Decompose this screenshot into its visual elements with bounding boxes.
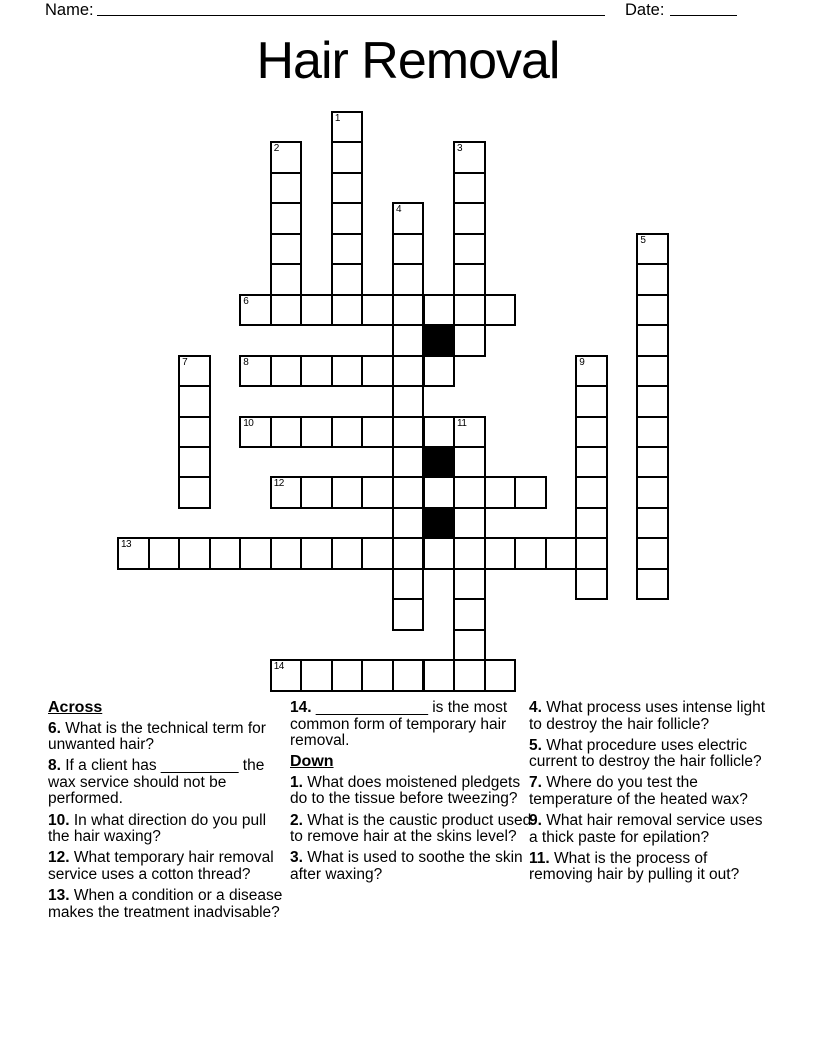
answer-cell[interactable] xyxy=(361,537,394,570)
answer-cell[interactable] xyxy=(575,537,608,570)
answer-cell[interactable] xyxy=(331,141,364,174)
answer-cell[interactable] xyxy=(361,294,394,327)
answer-cell[interactable] xyxy=(575,476,608,509)
page-title: Hair Removal xyxy=(256,32,560,90)
answer-cell[interactable] xyxy=(392,233,425,266)
answer-cell[interactable] xyxy=(636,537,669,570)
answer-cell[interactable] xyxy=(453,446,486,479)
answer-cell[interactable] xyxy=(453,324,486,357)
answer-cell[interactable] xyxy=(178,416,211,449)
answer-cell[interactable] xyxy=(636,385,669,418)
clue-number: 9. xyxy=(529,812,542,830)
answer-cell[interactable] xyxy=(575,568,608,601)
answer-cell[interactable] xyxy=(423,659,456,692)
answer-cell[interactable] xyxy=(331,233,364,266)
clue-item-6: 6. What is the technical term for unwanted hair? xyxy=(48,719,266,754)
clue-column-3 xyxy=(529,700,774,888)
answer-cell[interactable] xyxy=(178,476,211,509)
answer-cell[interactable] xyxy=(331,659,364,692)
answer-cell[interactable] xyxy=(484,294,517,327)
answer-cell[interactable] xyxy=(636,263,669,296)
answer-cell[interactable] xyxy=(239,355,272,388)
answer-cell[interactable] xyxy=(270,416,303,449)
answer-cell[interactable] xyxy=(636,416,669,449)
answer-cell[interactable] xyxy=(453,172,486,205)
answer-cell[interactable] xyxy=(178,446,211,479)
clue-item-4: 4. What process uses intense light to destroy the hair follicle? xyxy=(529,699,766,733)
clue-item-11: 11. What is the process of removing hair by pulling it out? xyxy=(529,849,740,884)
clue-number: 2. xyxy=(290,811,303,829)
answer-cell[interactable] xyxy=(117,537,150,570)
answer-cell[interactable] xyxy=(392,416,425,449)
answer-cell[interactable] xyxy=(300,659,333,692)
grid-clue-number: 1 xyxy=(334,113,340,124)
answer-cell[interactable] xyxy=(392,507,425,540)
answer-cell[interactable] xyxy=(575,416,608,449)
grid-clue-number: 3 xyxy=(457,143,463,155)
answer-cell[interactable] xyxy=(514,537,547,570)
answer-cell[interactable] xyxy=(361,659,394,692)
clue-item-1: 1. What does moistened pledgets do to the tissue before tweezing? xyxy=(290,773,521,808)
answer-cell[interactable] xyxy=(331,111,364,144)
answer-cell[interactable] xyxy=(331,476,364,509)
clue-number: 13. xyxy=(48,886,70,904)
answer-cell[interactable] xyxy=(361,355,394,388)
answer-cell[interactable] xyxy=(636,355,669,388)
grid-clue-number: 11 xyxy=(457,417,467,429)
answer-cell[interactable] xyxy=(270,659,303,692)
blocked-cell xyxy=(423,446,456,479)
answer-cell[interactable] xyxy=(331,355,364,388)
answer-cell[interactable] xyxy=(453,537,486,570)
clue-item-7: 7. Where do you test the temperature of the heated wax? xyxy=(529,774,748,808)
clue-item-5: 5. What procedure uses electric current to destroy the hair follicle? xyxy=(529,736,762,771)
grid-clue-number: 14 xyxy=(273,661,284,673)
answer-cell[interactable] xyxy=(392,446,425,479)
grid-clue-number: 10 xyxy=(243,417,254,429)
answer-cell[interactable] xyxy=(575,355,608,388)
blocked-cell xyxy=(423,324,456,357)
answer-cell[interactable] xyxy=(392,537,425,570)
answer-cell[interactable] xyxy=(178,355,211,388)
answer-cell[interactable] xyxy=(300,294,333,327)
clue-item-2: 2. What is the caustic product used to remove hair at the skins level? xyxy=(290,811,532,846)
clue-number: 8. xyxy=(48,757,61,775)
clue-column-1 xyxy=(48,700,285,926)
clue-number: 14. xyxy=(290,699,312,716)
answer-cell[interactable] xyxy=(270,355,303,388)
answer-cell[interactable] xyxy=(453,202,486,235)
answer-cell[interactable] xyxy=(453,507,486,540)
answer-cell[interactable] xyxy=(270,141,303,174)
answer-cell[interactable] xyxy=(148,537,181,570)
answer-cell[interactable] xyxy=(300,355,333,388)
answer-cell[interactable] xyxy=(453,598,486,631)
blocked-cell xyxy=(423,507,456,540)
clue-heading-across: Across xyxy=(48,699,103,716)
answer-cell[interactable] xyxy=(392,598,425,631)
clue-item-3: 3. What is used to soothe the skin after waxing? xyxy=(290,849,523,883)
clue-column-2 xyxy=(290,700,534,888)
clue-number: 7. xyxy=(529,774,542,792)
answer-cell[interactable] xyxy=(392,355,425,388)
answer-cell[interactable] xyxy=(331,294,364,327)
answer-cell[interactable] xyxy=(453,294,486,327)
answer-cell[interactable] xyxy=(331,416,364,449)
clue-number: 11. xyxy=(529,849,550,867)
answer-cell[interactable] xyxy=(178,385,211,418)
answer-cell[interactable] xyxy=(514,476,547,509)
answer-cell[interactable] xyxy=(453,659,486,692)
answer-cell[interactable] xyxy=(300,537,333,570)
answer-cell[interactable] xyxy=(545,537,578,570)
answer-cell[interactable] xyxy=(239,294,272,327)
answer-cell[interactable] xyxy=(270,294,303,327)
clue-number: 12. xyxy=(48,849,70,867)
answer-cell[interactable] xyxy=(636,568,669,601)
answer-cell[interactable] xyxy=(270,537,303,570)
answer-cell[interactable] xyxy=(484,537,517,570)
answer-cell[interactable] xyxy=(392,659,425,692)
answer-cell[interactable] xyxy=(331,202,364,235)
answer-cell[interactable] xyxy=(423,355,456,388)
answer-cell[interactable] xyxy=(484,659,517,692)
clue-item-13: 13. When a condition or a disease makes the treatment inadvisable? xyxy=(48,886,283,921)
answer-cell[interactable] xyxy=(270,172,303,205)
answer-cell[interactable] xyxy=(392,324,425,357)
clue-item-9: 9. What hair removal service uses a thick paste for epilation? xyxy=(529,812,763,846)
answer-cell[interactable] xyxy=(423,537,456,570)
crossword-grid xyxy=(117,111,669,692)
answer-cell[interactable] xyxy=(575,507,608,540)
date-input-line[interactable] xyxy=(670,7,737,16)
answer-cell[interactable] xyxy=(636,446,669,479)
answer-cell[interactable] xyxy=(270,202,303,235)
answer-cell[interactable] xyxy=(239,416,272,449)
answer-cell[interactable] xyxy=(453,263,486,296)
answer-cell[interactable] xyxy=(636,233,669,266)
answer-cell[interactable] xyxy=(453,141,486,174)
answer-cell[interactable] xyxy=(636,324,669,357)
answer-cell[interactable] xyxy=(270,476,303,509)
answer-cell[interactable] xyxy=(331,263,364,296)
clue-heading-down: Down xyxy=(290,753,334,771)
clue-number: 5. xyxy=(529,736,542,754)
grid-clue-number: 4 xyxy=(395,204,401,216)
clue-number: 6. xyxy=(48,719,61,737)
answer-cell[interactable] xyxy=(636,507,669,540)
answer-cell[interactable] xyxy=(575,385,608,418)
answer-cell[interactable] xyxy=(178,537,211,570)
answer-cell[interactable] xyxy=(331,537,364,570)
name-input-line[interactable] xyxy=(97,7,605,16)
answer-cell[interactable] xyxy=(392,294,425,327)
clue-number: 3. xyxy=(290,849,303,867)
grid-clue-number: 12 xyxy=(273,478,284,490)
grid-clue-number: 13 xyxy=(121,539,132,551)
grid-clue-number: 7 xyxy=(182,356,188,368)
answer-cell[interactable] xyxy=(453,416,486,449)
clue-item-12: 12. What temporary hair removal service uses a cotton thread? xyxy=(48,849,274,883)
answer-cell[interactable] xyxy=(453,476,486,509)
grid-clue-number: 8 xyxy=(243,356,249,368)
answer-cell[interactable] xyxy=(361,476,394,509)
answer-cell[interactable] xyxy=(392,568,425,601)
grid-clue-number: 6 xyxy=(243,295,249,307)
answer-cell[interactable] xyxy=(636,476,669,509)
grid-clue-number: 5 xyxy=(640,234,646,246)
answer-cell[interactable] xyxy=(392,263,425,296)
answer-cell[interactable] xyxy=(453,568,486,601)
date-label: Date: xyxy=(625,1,665,19)
answer-cell[interactable] xyxy=(453,233,486,266)
clue-number: 1. xyxy=(290,773,303,791)
answer-cell[interactable] xyxy=(209,537,242,570)
answer-cell[interactable] xyxy=(270,233,303,266)
grid-clue-number: 2 xyxy=(273,143,279,155)
answer-cell[interactable] xyxy=(636,294,669,327)
answer-cell[interactable] xyxy=(270,263,303,296)
clue-number: 4. xyxy=(529,699,542,716)
answer-cell[interactable] xyxy=(392,476,425,509)
clue-item-14: 14. _____________ is the most common form of temporary hair removal. xyxy=(290,699,508,750)
answer-cell[interactable] xyxy=(239,537,272,570)
clue-item-8: 8. If a client has _________ the wax service should not be performed. xyxy=(48,757,265,808)
answer-cell[interactable] xyxy=(453,629,486,662)
answer-cell[interactable] xyxy=(484,476,517,509)
answer-cell[interactable] xyxy=(392,202,425,235)
answer-cell[interactable] xyxy=(423,294,456,327)
answer-cell[interactable] xyxy=(423,416,456,449)
answer-cell[interactable] xyxy=(423,476,456,509)
answer-cell[interactable] xyxy=(392,385,425,418)
answer-cell[interactable] xyxy=(361,416,394,449)
name-label: Name: xyxy=(45,1,94,19)
answer-cell[interactable] xyxy=(575,446,608,479)
clue-number: 10. xyxy=(48,811,70,829)
answer-cell[interactable] xyxy=(300,476,333,509)
grid-clue-number: 9 xyxy=(579,356,585,368)
clue-item-10: 10. In what direction do you pull the hair waxing? xyxy=(48,811,267,846)
answer-cell[interactable] xyxy=(300,416,333,449)
answer-cell[interactable] xyxy=(331,172,364,205)
